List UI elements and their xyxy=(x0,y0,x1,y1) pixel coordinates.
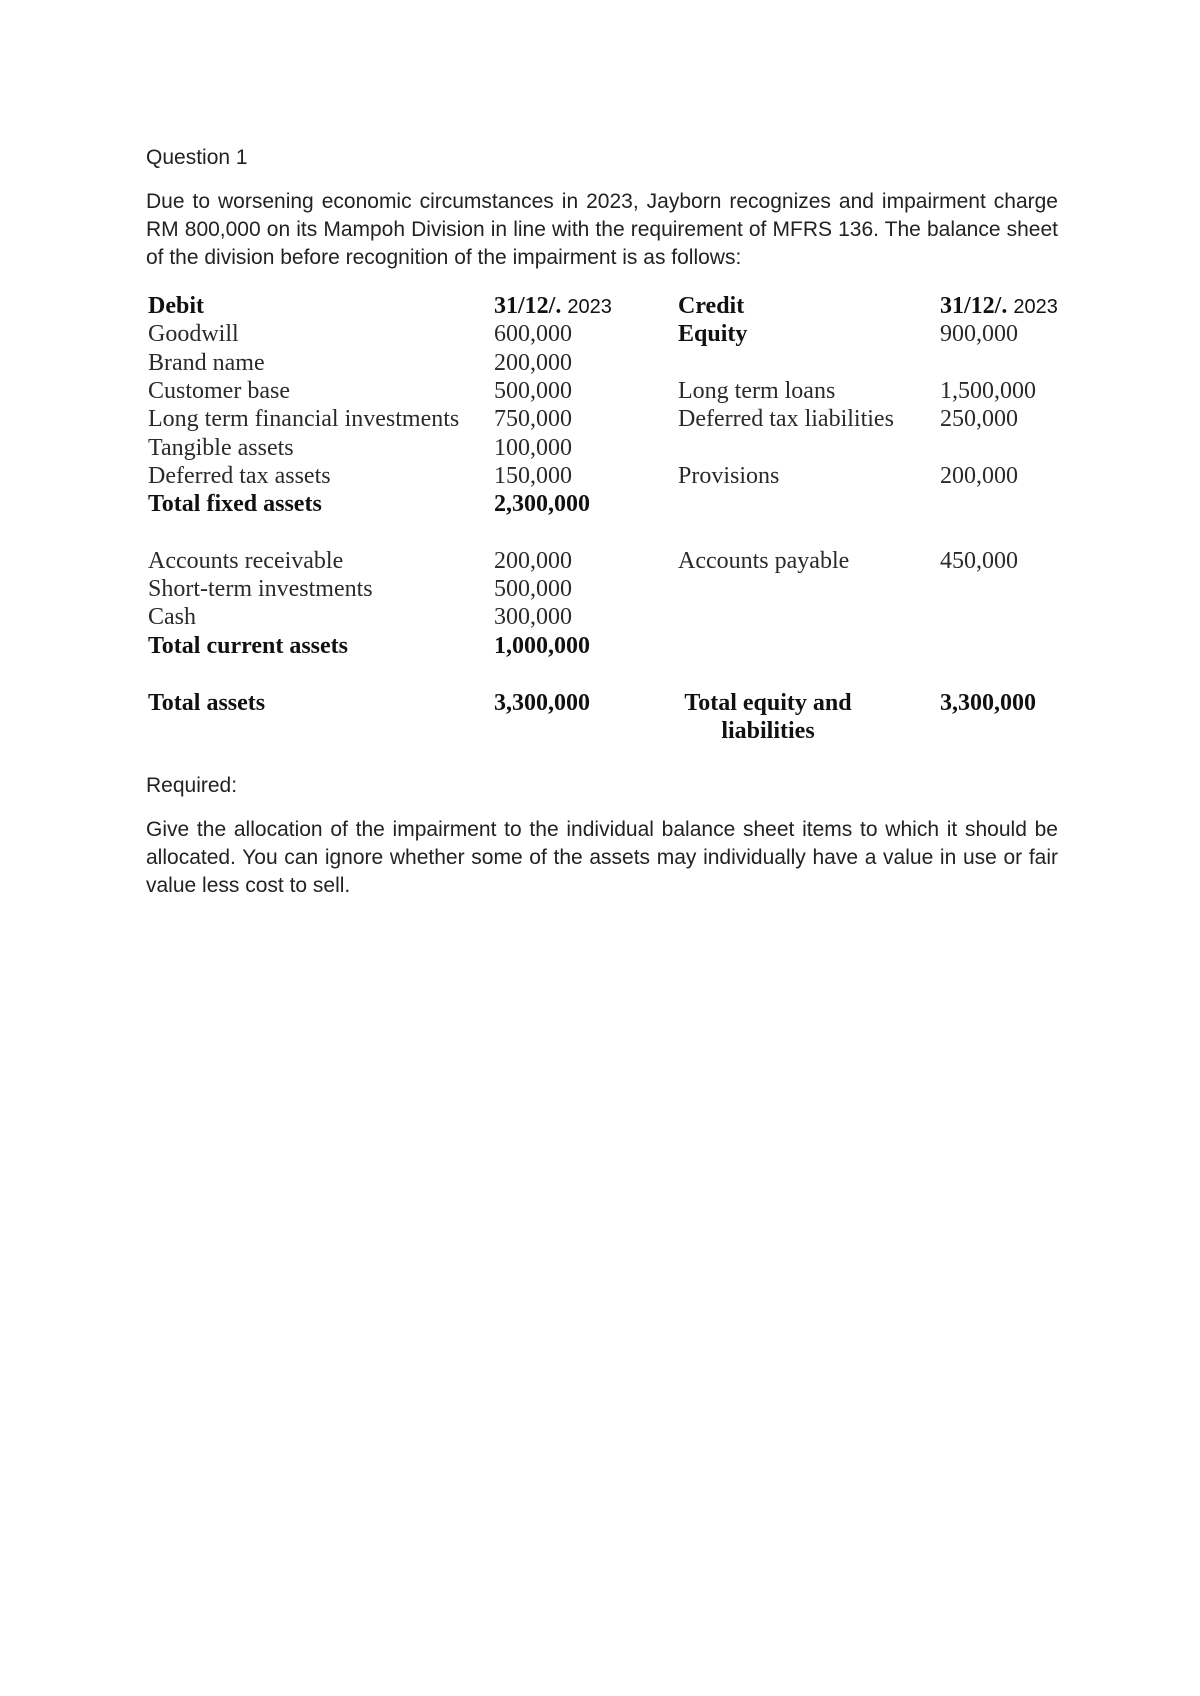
accounts-payable-value: 450,000 xyxy=(940,548,1018,574)
debit-header: Debit xyxy=(148,293,204,319)
total-equity-liabilities-value: 3,300,000 xyxy=(940,690,1036,716)
credit-date-prefix: 31/12/. xyxy=(940,293,1008,319)
equity-value: 900,000 xyxy=(940,321,1018,347)
lt-financial-investments-label: Long term financial investments xyxy=(148,406,460,432)
task-text: Give the allocation of the impairment to the individual balance sheet items to which it should be allocated. You can ignore whether some of the assets may individually have a value in use or fair value less cost to sell. xyxy=(146,818,1058,897)
deferred-tax-assets-value: 150,000 xyxy=(494,463,572,489)
brand-name-label: Brand name xyxy=(148,350,265,376)
accounts-payable-label: Accounts payable xyxy=(678,548,850,574)
accounts-receivable-label: Accounts receivable xyxy=(148,548,344,574)
credit-date-header xyxy=(940,292,1058,321)
total-assets-label: Total assets xyxy=(148,690,266,716)
total-equity-liabilities-line1: Total equity and xyxy=(684,690,852,716)
total-current-assets-label: Total current assets xyxy=(148,633,348,659)
long-term-loans-label: Long term loans xyxy=(678,378,836,404)
tangible-assets-label: Tangible assets xyxy=(148,435,294,461)
customer-base-value: 500,000 xyxy=(494,378,572,404)
credit-date-year: 2023 xyxy=(1013,296,1058,318)
lt-financial-investments-value: 750,000 xyxy=(494,406,572,432)
deferred-tax-liabilities-label: Deferred tax liabilities xyxy=(678,406,894,432)
accounts-receivable-value: 200,000 xyxy=(494,548,572,574)
required-label: Required: xyxy=(146,774,238,797)
cash-value: 300,000 xyxy=(494,604,572,630)
brand-name-value: 200,000 xyxy=(494,350,572,376)
provisions-value: 200,000 xyxy=(940,463,1018,489)
provisions-label: Provisions xyxy=(678,463,780,489)
tangible-assets-value: 100,000 xyxy=(494,435,572,461)
total-equity-liabilities-label xyxy=(678,689,858,745)
goodwill-label: Goodwill xyxy=(148,321,239,347)
long-term-loans-value: 1,500,000 xyxy=(940,378,1036,404)
credit-header: Credit xyxy=(678,293,745,319)
equity-label: Equity xyxy=(678,321,748,347)
deferred-tax-assets-label: Deferred tax assets xyxy=(148,463,331,489)
total-equity-liabilities-line2: liabilities xyxy=(721,718,815,744)
total-fixed-assets-label: Total fixed assets xyxy=(148,491,322,517)
total-current-assets-value: 1,000,000 xyxy=(494,633,590,659)
customer-base-label: Customer base xyxy=(148,378,290,404)
deferred-tax-liabilities-value: 250,000 xyxy=(940,406,1018,432)
total-assets-value: 3,300,000 xyxy=(494,690,590,716)
cash-label: Cash xyxy=(148,604,196,630)
debit-date-prefix: 31/12/. xyxy=(494,293,562,319)
short-term-investments-label: Short-term investments xyxy=(148,576,373,602)
total-fixed-assets-value: 2,300,000 xyxy=(494,491,590,517)
question-title: Question 1 xyxy=(146,146,248,169)
debit-date-header xyxy=(494,292,612,321)
question-intro: Due to worsening economic circumstances in 2023, Jayborn recognizes and impairment charge RM 800,000 on its Mampoh Division in line with the requirement of MFRS 136. The balance sheet of the division before recognition of the impairment is as follows: xyxy=(146,190,1058,269)
debit-date-year: 2023 xyxy=(567,296,612,318)
short-term-investments-value: 500,000 xyxy=(494,576,572,602)
goodwill-value: 600,000 xyxy=(494,321,572,347)
